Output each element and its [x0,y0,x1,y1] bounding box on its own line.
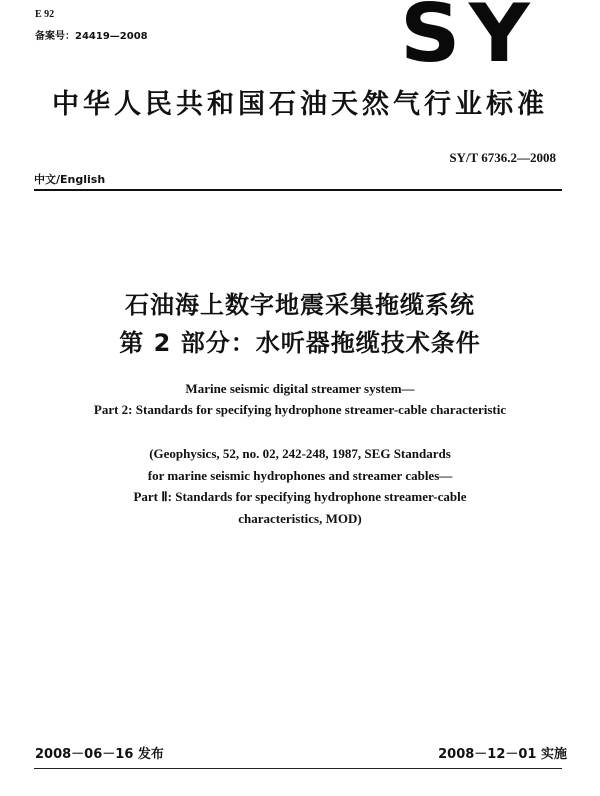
publish-date: 2008－06－16 发布 [35,747,164,762]
reference-line-3: Part Ⅱ: Standards for specifying hydrophone streamer-cable [133,489,467,504]
title-cn-line-1: 石油海上数字地震采集拖缆系统 [125,291,475,319]
implement-date: 2008－12－01 实施 [438,747,567,762]
record-number: 备案号：24419—2008 [35,31,148,42]
classification-code: E 92 [35,9,55,20]
reference-line-4: characteristics, MOD) [238,511,362,526]
reference-line-2: for marine seismic hydrophones and streamer cables— [147,468,453,483]
issuing-organization: 中华人民共和国石油天然气行业标准 [52,89,548,120]
bottom-divider [34,768,562,769]
top-divider [34,189,562,191]
title-en-line-1: Marine seismic digital streamer system— [185,381,415,396]
reference-line-1: (Geophysics, 52, no. 02, 242-248, 1987, SEG Standards [149,446,451,461]
title-cn-line-2: 第 2 部分：水听器拖缆技术条件 [119,329,481,357]
title-en-line-2: Part 2: Standards for specifying hydrophone streamer-cable characteristic [93,402,507,417]
standard-number: SY/T 6736.2—2008 [449,150,556,165]
language-label: 中文/English [34,173,106,186]
sy-logo: SY [400,0,539,80]
